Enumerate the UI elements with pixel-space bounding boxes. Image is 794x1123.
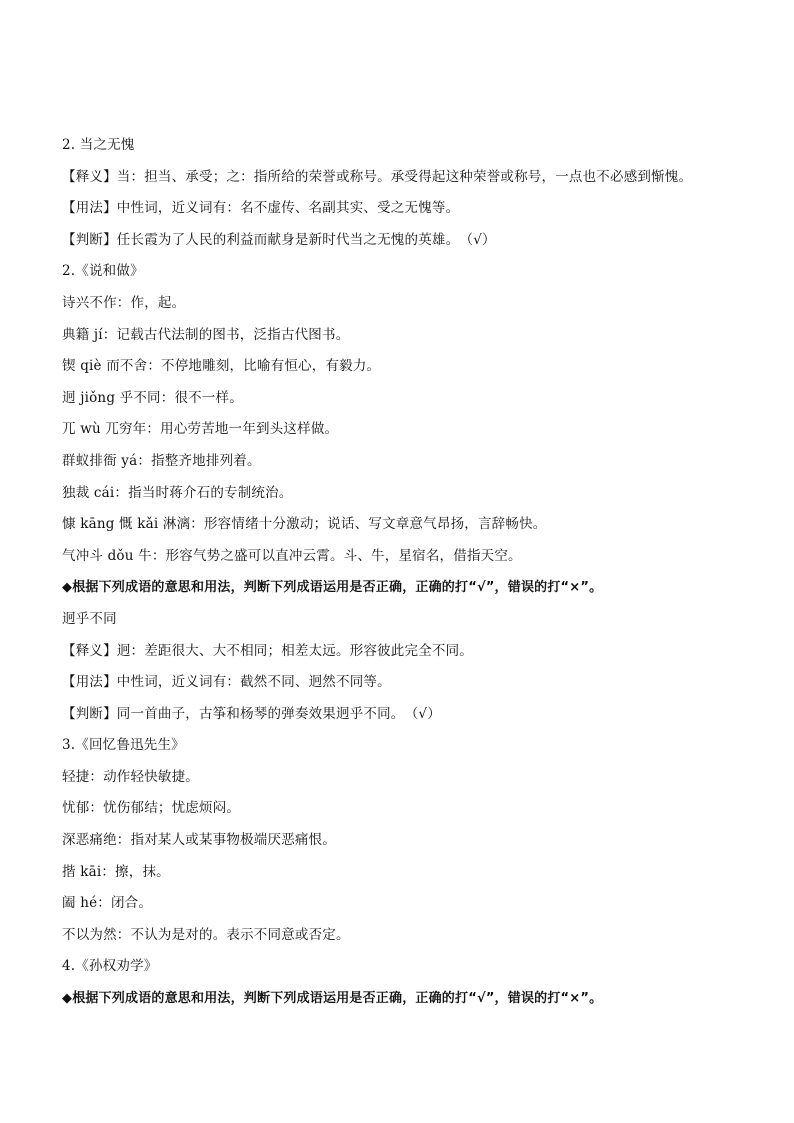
definition-line: 【释义】迥：差距很大、大不相同；相差太远。形容彼此完全不同。	[62, 642, 473, 659]
vocab-item: 气冲斗 dǒu 牛：形容气势之盛可以直冲云霄。斗、牛，星宿名，借指天空。	[62, 547, 522, 564]
section-heading-dang-zhi-wu-kui: 2. 当之无愧	[62, 137, 135, 153]
vocab-item: 独裁 cái：指当时蒋介石的专制统治。	[62, 484, 293, 501]
judgement-line: 【判断】同一首曲子，古筝和杨琴的弹奏效果迥乎不同。 （√）	[62, 705, 441, 722]
exercise-instruction: ◆根据下列成语的意思和用法，判断下列成语运用是否正确，正确的打“√”，错误的打“×”。	[62, 991, 603, 1007]
vocab-item: 揩 kāi：擦，抹。	[62, 863, 170, 880]
vocab-item: 兀 wù 兀穷年：用心劳苦地一年到头这样做。	[62, 421, 339, 438]
vocab-item: 迥 jiǒng 乎不同：很不一样。	[62, 389, 243, 406]
vocab-item: 轻捷：动作轻快敏捷。	[62, 768, 199, 785]
lesson-heading-hui-yi-lu-xun: 3.《回忆鲁迅先生》	[62, 737, 185, 754]
idiom-heading: 迥乎不同	[62, 610, 117, 627]
definition-line: 【释义】当：担当、承受；之：指所给的荣誉或称号。承受得起这种荣誉或称号，一点也不必感到惭愧。	[62, 168, 693, 185]
lesson-heading-sun-quan-quan-xue: 4.《孙权劝学》	[62, 958, 158, 975]
judgement-line: 【判断】任长霞为了人民的利益而献身是新时代当之无愧的英雄。 （√）	[62, 231, 496, 248]
vocab-item: 忧郁：忧伤郁结；忧虑烦闷。	[62, 800, 241, 817]
vocab-item: 锲 qiè 而不舍：不停地雕刻，比喻有恒心，有毅力。	[62, 358, 381, 375]
vocab-item: 慷 kāng 慨 kǎi 淋漓：形容情绪十分激动；说话、写文章意气昂扬，言辞畅快。	[62, 516, 547, 533]
vocab-item: 阖 hé：闭合。	[62, 895, 153, 912]
vocab-item: 典籍 jí：记载古代法制的图书，泛指古代图书。	[62, 326, 350, 343]
exercise-instruction: ◆根据下列成语的意思和用法，判断下列成语运用是否正确，正确的打“√”，错误的打“×”。	[62, 580, 603, 596]
vocab-item: 群蚁排衙 yá：指整齐地排列着。	[62, 452, 261, 469]
usage-line: 【用法】中性词，近义词有：名不虚传、名副其实、受之无愧等。	[62, 200, 460, 217]
vocab-item: 深恶痛绝：指对某人或某事物极端厌恶痛恨。	[62, 832, 336, 849]
vocab-item: 诗兴不作：作，起。	[62, 294, 186, 311]
vocab-item: 不以为然：不认为是对的。表示不同意或否定。	[62, 926, 350, 943]
lesson-heading-shuo-he-zuo: 2.《说和做》	[62, 263, 144, 280]
usage-line: 【用法】中性词，近义词有：截然不同、迥然不同等。	[62, 674, 391, 691]
document-body	[62, 130, 742, 1015]
